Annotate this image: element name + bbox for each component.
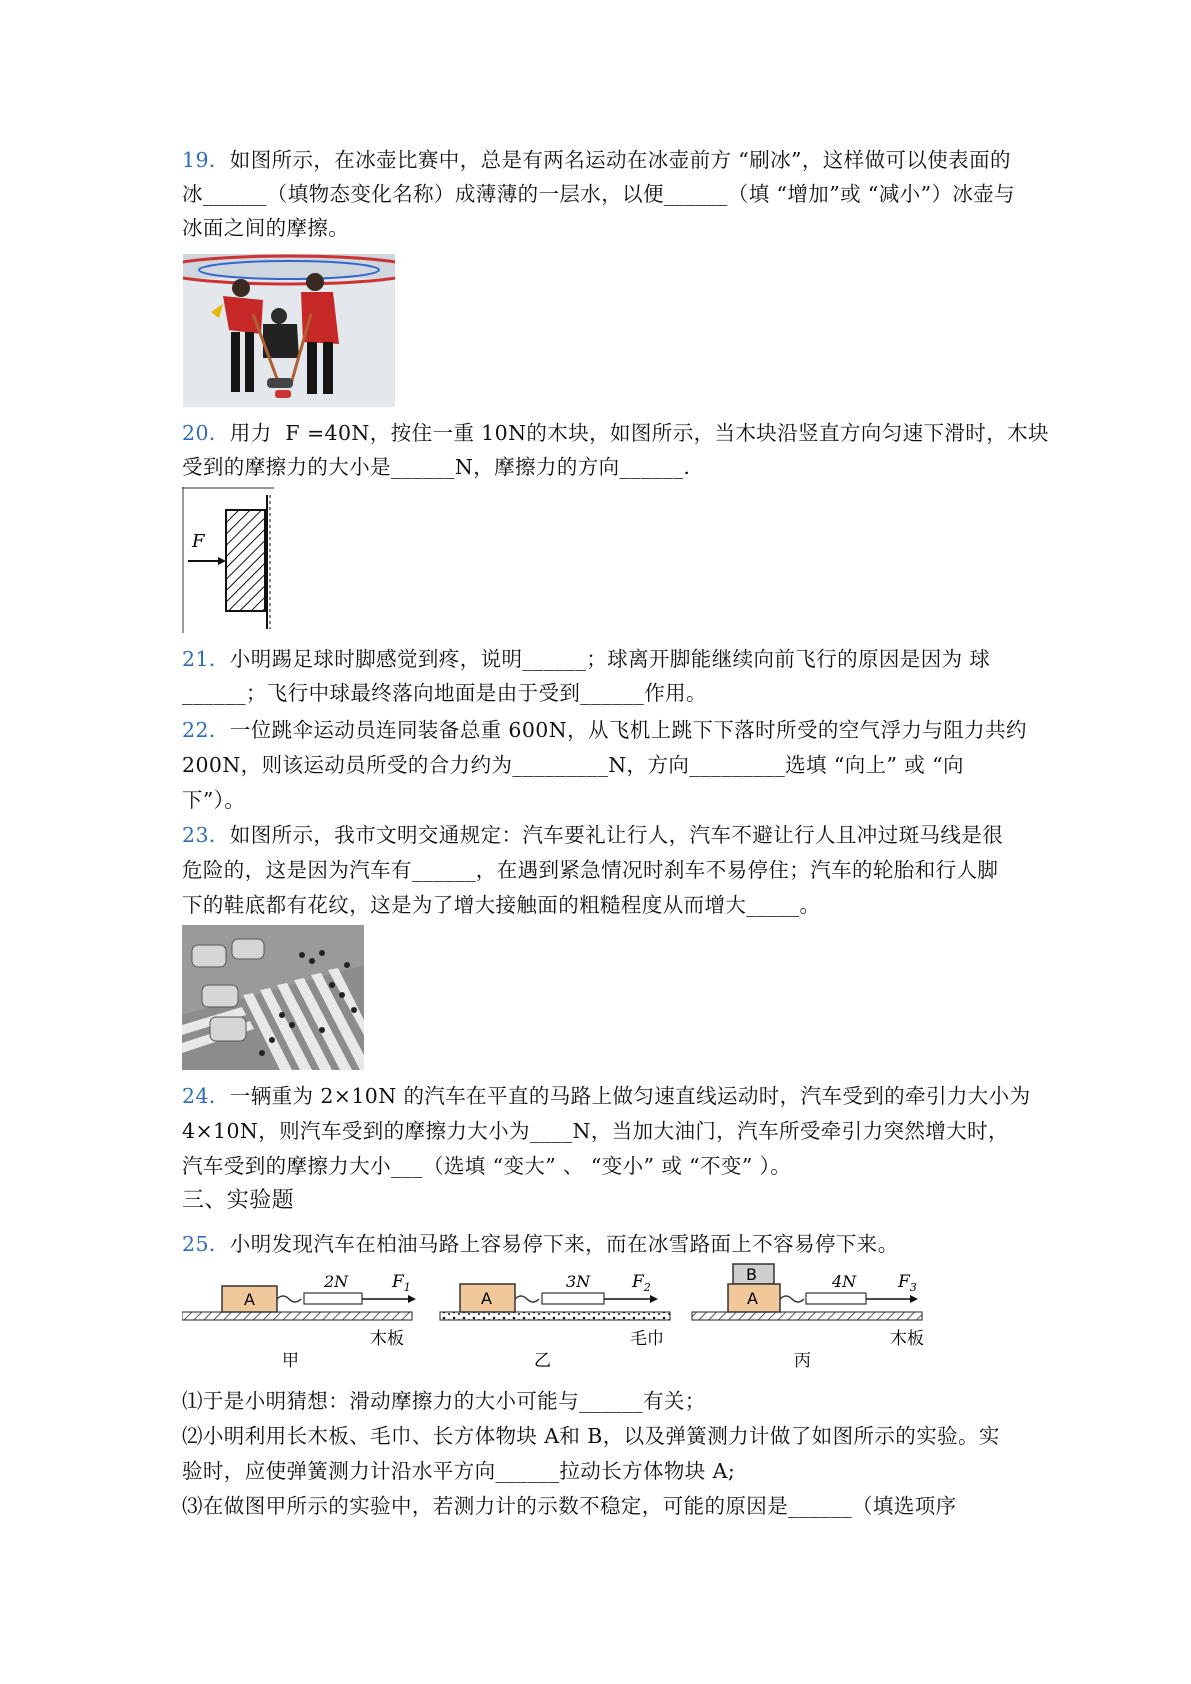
q21-text1: 小明踢足球时脚感觉到疼，说明______；球离开脚能继续向前飞行的原因是因为 球 — [229, 647, 991, 671]
block-b-label: B — [746, 1265, 757, 1284]
force-value: 3N — [566, 1272, 591, 1291]
force-label: F — [192, 531, 205, 552]
surface-label: 毛巾 — [630, 1329, 664, 1349]
q23-line3: 下的鞋底都有花纹，这是为了增大接触面的粗糙程度从而增大_____。 — [182, 893, 821, 917]
q20-line1 — [182, 420, 1049, 446]
q25-part1: ⑴于是小明猜想：滑动摩擦力的大小可能与______有关； — [182, 1389, 706, 1413]
q23-number: 23． — [182, 823, 230, 847]
q20-line2: 受到的摩擦力的大小是______N，摩擦力的方向______. — [182, 455, 691, 479]
force-value: 2N — [324, 1272, 349, 1291]
q24-line3: 汽车受到的摩擦力大小___（选填 “变大” 、 “变小” 或 “不变” ）。 — [182, 1154, 792, 1178]
force-symbol: $F_1$ — [392, 1272, 411, 1294]
q19-text1: 如图所示，在冰壶比赛中，总是有两名运动在冰壶前方 “刷冰”，这样做可以使表面的 — [229, 148, 1011, 172]
q22-line3: 下”）。 — [182, 788, 246, 812]
q20-text1: 用力 F =40N，按住一重 10N的木块，如图所示，当木块沿竖直方向匀速下滑时，木块 — [229, 421, 1049, 445]
q21-line1 — [182, 646, 990, 672]
q19-number: 19． — [182, 148, 230, 172]
force-value: 4N — [832, 1272, 857, 1291]
friction-experiment-figure — [182, 1262, 942, 1374]
q19-line1 — [182, 147, 1011, 173]
q23-text1: 如图所示，我市文明交通规定：汽车要礼让行人，汽车不避让行人且冲过斑马线是很 — [229, 823, 1004, 847]
q24-line2: 4×10N，则汽车受到的摩擦力大小为____N，当加大油门，汽车所受牵引力突然增大时， — [182, 1119, 1009, 1143]
q21-number: 21． — [182, 647, 230, 671]
block-a-label: A — [244, 1290, 255, 1309]
spring-scale — [806, 1293, 866, 1304]
q22-line1 — [182, 717, 1027, 743]
force-block-diagram — [182, 487, 274, 633]
block-a-label: A — [481, 1289, 492, 1308]
q19-line2: 冰______（填物态变化名称）成薄薄的一层水，以便______（填 “增加”或 “减小”）冰壶与 — [182, 182, 1016, 206]
caption-bing: 丙 — [794, 1351, 811, 1371]
q22-line2: 200N，则该运动员所受的合力约为_________N，方向_________选填 “向上” 或 “向 — [182, 753, 964, 777]
q24-number: 24． — [182, 1084, 230, 1108]
q25-part2-line1: ⑵小明利用长木板、毛巾、长方体物块 A和 B，以及弹簧测力计做了如图所示的实验。实 — [182, 1424, 1000, 1448]
q20-number: 20． — [182, 421, 230, 445]
q24-line1 — [182, 1083, 1030, 1109]
force-symbol: $F_2$ — [632, 1272, 651, 1294]
q22-number: 22． — [182, 718, 230, 742]
spring-scale — [542, 1293, 604, 1304]
curling-photo — [183, 254, 395, 407]
crosswalk-photo — [182, 925, 364, 1070]
q25-number: 25． — [182, 1232, 230, 1256]
q23-line2: 危险的，这是因为汽车有______，在遇到紧急情况时刹车不易停住；汽车的轮胎和行人脚 — [182, 858, 999, 882]
setup-jia — [182, 1272, 416, 1371]
spring-scale — [304, 1293, 362, 1304]
setup-bing — [692, 1264, 924, 1371]
q25-line1 — [182, 1231, 899, 1257]
q24-text1: 一辆重为 2×10N 的汽车在平直的马路上做匀速直线运动时，汽车受到的牵引力大小为 — [229, 1084, 1031, 1108]
q25-part2-line2: 验时，应使弹簧测力计沿水平方向______拉动长方体物块 A; — [182, 1459, 736, 1483]
q23-line1 — [182, 822, 1003, 848]
surface-label: 木板 — [890, 1329, 924, 1349]
q19-line3: 冰面之间的摩擦。 — [182, 216, 350, 240]
force-symbol: $F_3$ — [898, 1272, 917, 1294]
q21-line2: ______；飞行中球最终落向地面是由于受到______作用。 — [182, 681, 707, 705]
wood-block — [226, 510, 265, 611]
caption-jia: 甲 — [282, 1351, 299, 1371]
caption-yi: 乙 — [534, 1351, 551, 1371]
surface-label: 木板 — [370, 1329, 404, 1349]
q25-part3: ⑶在做图甲所示的实验中，若测力计的示数不稳定，可能的原因是______（填选项序 — [182, 1494, 957, 1518]
q25-text1: 小明发现汽车在柏油马路上容易停下来，而在冰雪路面上不容易停下来。 — [229, 1232, 899, 1256]
section-heading: 三、实验题 — [182, 1188, 295, 1213]
block-a-label: A — [747, 1289, 758, 1308]
q22-text1: 一位跳伞运动员连同装备总重 600N，从飞机上跳下下落时所受的空气浮力与阻力共约 — [229, 718, 1027, 742]
setup-yi — [440, 1272, 670, 1371]
